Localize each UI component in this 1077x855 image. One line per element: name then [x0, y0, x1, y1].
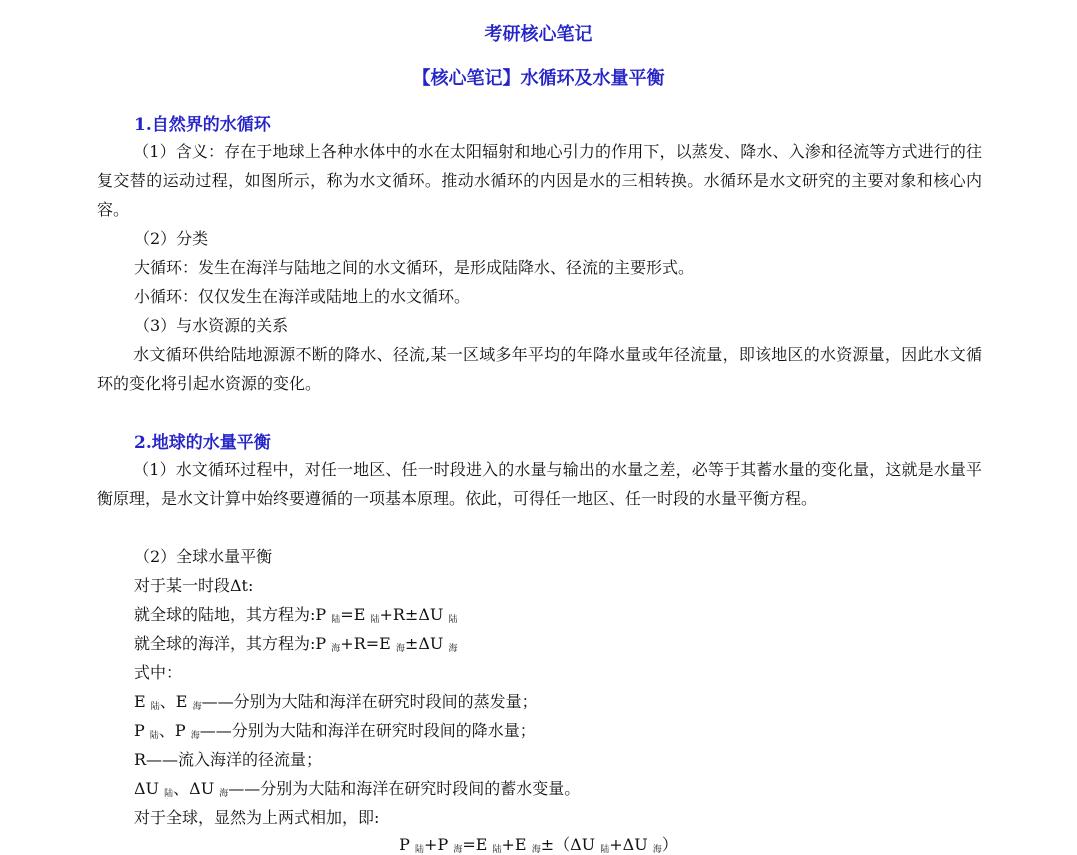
note-title: 【核心笔记】水循环及水量平衡: [412, 68, 665, 89]
definition-storage: ΔU $_陆$、ΔU $_海$——分别为大陆和海洋在研究时段间的蓄水变量。: [134, 779, 581, 799]
equation-land: 就全球的陆地，其方程为:P $_陆$=E $_陆$+R±ΔU $_陆$: [134, 605, 458, 625]
equation-label: 就全球的海洋，其方程为:: [134, 634, 316, 653]
definition-runoff: R——流入海洋的径流量；: [134, 750, 323, 769]
paragraph-text: 水文循环供给陆地源源不断的降水、径流,某一区域多年平均的年降水量或年径流量，即该地区的水资源量，因此水文循环的变化将引起水资源的变化。: [97, 345, 982, 393]
section-heading-water-balance: 2.地球的水量平衡: [134, 433, 271, 453]
section-heading-water-cycle: 1.自然界的水循环: [134, 115, 271, 135]
paragraph-relation: [97, 340, 982, 398]
paragraph-text: （1）水文循环过程中，对任一地区、任一时段进入的水量与输出的水量之差，必等于其蓄水量的变化量，这就是水量平衡原理，是水文计算中始终要遵循的一项基本原理。依此，可得任一地区、任一时段的水量平衡方程。: [97, 460, 982, 508]
equation-global: P $_陆$+P $_海$=E $_陆$+E $_海$±（ΔU $_陆$+ΔU $_海$）: [399, 835, 678, 855]
subheading-global-balance: （2）全球水量平衡: [134, 547, 273, 566]
paragraph-definition: [97, 137, 982, 224]
subheading-classification: （2）分类: [134, 229, 209, 248]
definition-precipitation: P $_陆$、P $_海$——分别为大陆和海洋在研究时段间的降水量；: [134, 721, 536, 741]
paragraph-text: （1）含义：存在于地球上各种水体中的水在太阳辐射和地心引力的作用下，以蒸发、降水、入渗和径流等方式进行的往复交替的运动过程，如图所示，称为水文循环。推动水循环的内因是水的三相转换。水循环是水文研究的主要对象和核心内容。: [97, 142, 982, 219]
text-small-cycle: 小循环：仅仅发生在海洋或陆地上的水文循环。: [134, 287, 471, 306]
equation-label: 就全球的陆地，其方程为:: [134, 605, 316, 624]
text-where: 式中：: [134, 663, 183, 682]
definition-evaporation: E $_陆$、E $_海$——分别为大陆和海洋在研究时段间的蒸发量；: [134, 692, 538, 712]
document-title: 考研核心笔记: [484, 24, 593, 45]
equation-sea: 就全球的海洋，其方程为:P $_海$+R=E $_海$±ΔU $_海$: [134, 634, 458, 654]
text-big-cycle: 大循环：发生在海洋与陆地之间的水文循环，是形成陆降水、径流的主要形式。: [134, 258, 695, 277]
paragraph-balance-principle: [97, 455, 982, 513]
text-time-period: 对于某一时段Δt:: [134, 576, 254, 595]
subheading-relation: （3）与水资源的关系: [134, 316, 289, 335]
text-global-sum: 对于全球，显然为上两式相加，即:: [134, 808, 380, 827]
